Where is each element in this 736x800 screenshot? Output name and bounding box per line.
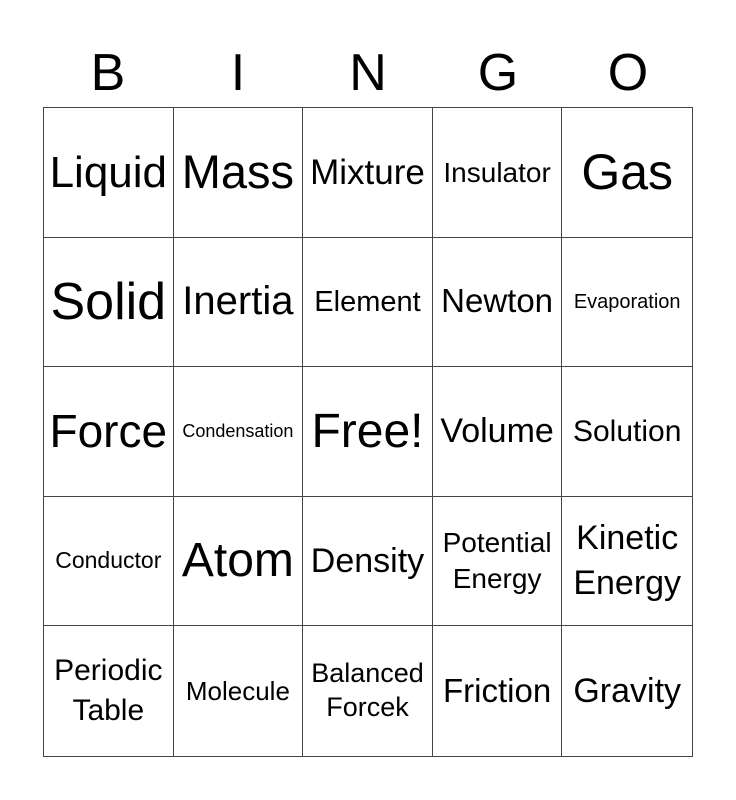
bingo-header [43, 42, 693, 104]
bingo-cell[interactable] [44, 108, 174, 238]
cell-label: Condensation [182, 421, 294, 442]
cell-label: Kinetic Energy [573, 519, 682, 603]
bingo-cell[interactable] [44, 626, 174, 756]
bingo-cell[interactable] [174, 626, 304, 756]
cell-label: Gravity [573, 672, 682, 711]
cell-label: Atom [181, 534, 294, 588]
bingo-cell[interactable] [562, 497, 692, 627]
cell-label: Newton [441, 282, 554, 320]
cell-label: Density [310, 542, 425, 581]
cell-label: Solid [50, 272, 167, 331]
cell-label: Volume [440, 412, 554, 451]
cell-label: Free! [311, 404, 424, 458]
cell-label: Insulator [443, 156, 551, 188]
cell-label: Solution [572, 414, 682, 448]
bingo-cell[interactable] [303, 108, 433, 238]
cell-label: Gas [581, 144, 674, 201]
header-letter-n: N [349, 44, 387, 102]
bingo-cell[interactable] [174, 367, 304, 497]
bingo-cell[interactable] [433, 626, 563, 756]
bingo-cell[interactable] [303, 367, 433, 497]
cell-label: Friction [443, 671, 552, 709]
bingo-cell[interactable] [433, 497, 563, 627]
cell-label: Force [49, 404, 168, 457]
cell-label: Element [314, 285, 421, 318]
header-letter-o: O [607, 44, 649, 102]
cell-label: Balanced Forcek [311, 658, 424, 723]
bingo-cell[interactable] [174, 238, 304, 368]
cell-label: Evaporation [573, 290, 681, 313]
bingo-cell[interactable] [44, 238, 174, 368]
bingo-board [43, 107, 693, 757]
bingo-cell[interactable] [562, 626, 692, 756]
bingo-cell[interactable] [562, 238, 692, 368]
bingo-cell[interactable] [562, 108, 692, 238]
cell-label: Molecule [185, 675, 290, 706]
bingo-cell[interactable] [174, 497, 304, 627]
header-letter-i: I [230, 44, 246, 102]
cell-label: Potential Energy [442, 526, 552, 595]
cell-label: Conductor [55, 547, 162, 574]
bingo-cell[interactable] [433, 108, 563, 238]
cell-label: Mixture [310, 152, 425, 192]
bingo-cell[interactable] [174, 108, 304, 238]
bingo-cell[interactable] [303, 626, 433, 756]
bingo-cell[interactable] [303, 238, 433, 368]
bingo-cell[interactable] [562, 367, 692, 497]
header-letter-b: B [90, 44, 126, 102]
header-letter-g: G [477, 44, 519, 102]
cell-label: Inertia [182, 279, 294, 324]
cell-label: Mass [181, 144, 295, 198]
bingo-cell[interactable] [44, 497, 174, 627]
bingo-cell[interactable] [303, 497, 433, 627]
bingo-cell[interactable] [433, 238, 563, 368]
bingo-cell[interactable] [433, 367, 563, 497]
cell-label: Liquid [49, 147, 168, 197]
bingo-cell[interactable] [44, 367, 174, 497]
cell-label: Periodic Table [54, 654, 163, 728]
